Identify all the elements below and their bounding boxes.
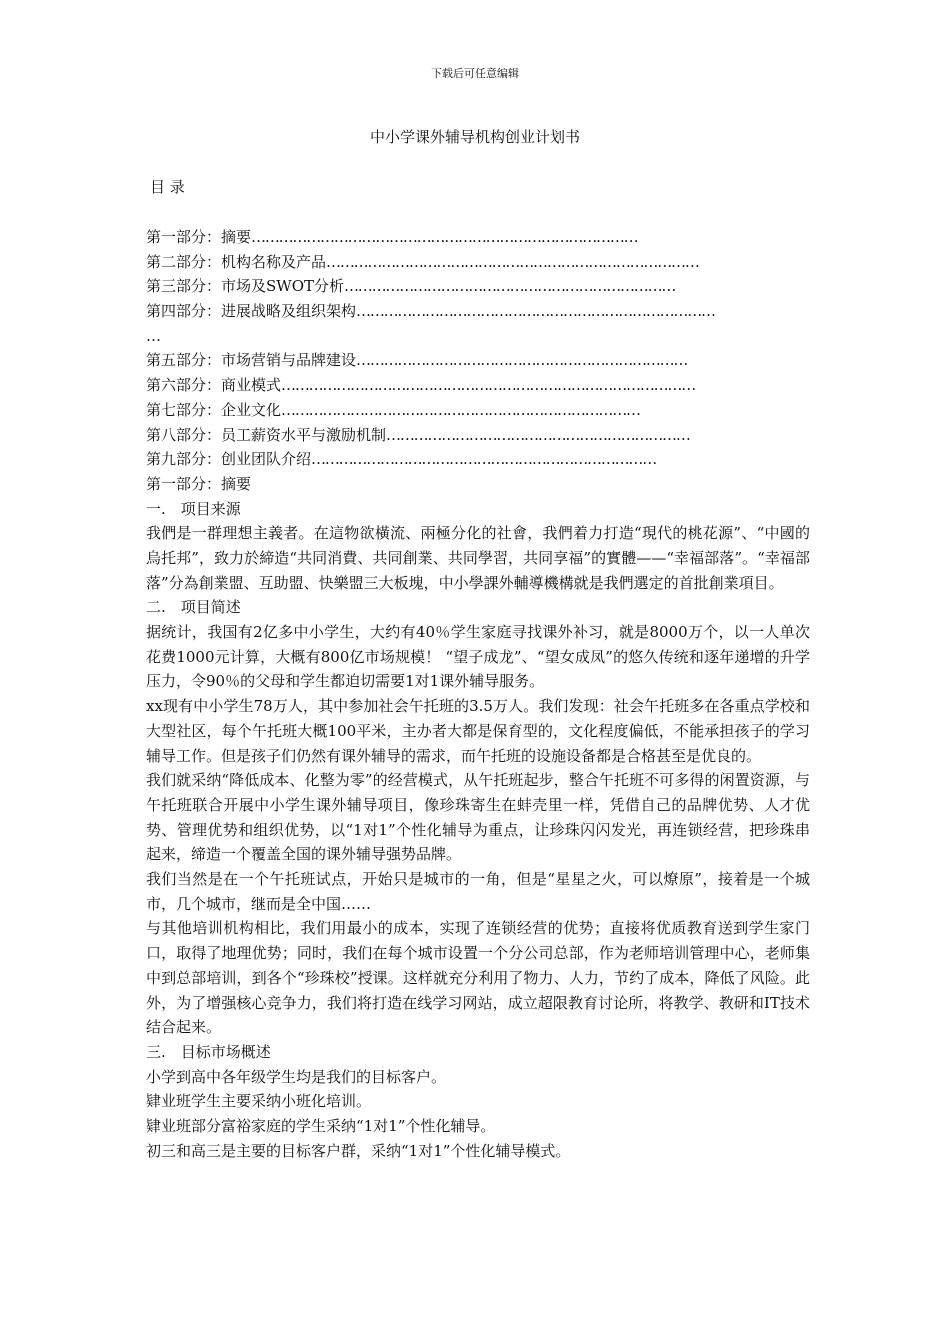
toc-item-leader: ………………………………………………………………… [311,450,657,469]
toc-item-label: 第七部分：企业文化 [146,400,282,419]
toc-item-leader: ……………………………………………………………… [344,277,676,296]
text-line: 初三和高三是主要的目标客户群，采纳“1对1”个性化辅导模式。 [146,1141,571,1160]
toc-item-label: 第六部分：商业模式 [146,376,282,395]
toc-item [146,250,810,275]
toc-item [146,447,810,472]
table-of-contents [146,225,810,472]
toc-item-label: 第八部分：员工薪资水平与激励机制 [146,425,387,444]
toc-item-leader: ……………………………………………………………………… [326,252,699,271]
toc-item-label: 第二部分：机构名称及产品 [146,252,327,271]
text-line: 肄业班部分富裕家庭的学生采纳“1对1”个性化辅导。 [146,1117,496,1136]
toc-item-leader: ………………………………………………………… [386,425,690,444]
paragraph: 我們是一群理想主義者。在這物欲橫流、兩極分化的社會，我們着力打造“現代的桃花源”、“中國的烏托邦”，致力於締造“共同消費、共同創業、共同學習，共同享福”的實體——“幸福部落”。“幸福部落”分為創業盟、互助盟、快樂盟三大板塊，中小學課外輔導機構就是我們選定的首批創業項目。 [146,524,810,592]
text-line: 小学到高中各年级学生均是我们的目标客户。 [146,1067,447,1086]
paragraph: 据统计，我国有2亿多中小学生，大约有40％学生家庭寻找课外补习，就是8000万个，以一人单次花费1000元计算，大概有800亿市场规模！ “望子成龙”、“望女成凤”的悠久传统和逐年递增的升学压力，令90％的父母和学生都迫切需要1对1课外辅导服务。 [146,623,810,691]
toc-item-label: 第四部分：进展战略及组织架构 [146,302,357,321]
page-header-note: 下载后可任意编辑 [431,67,519,80]
toc-item-label: 第九部分：创业团队介绍 [146,450,312,469]
paragraph: xx现有中小学生78万人，其中参加社会午托班的3.5万人。我们发现：社会午托班多在各重点学校和大型社区，每个午托班大概100平米，主办者大都是保育型的，文化程度偏低，不能承担孩子的学习辅导工作。但是孩子们仍然有课外辅导的需求，而午托班的设施设备都是合格甚至是优良的。 [146,697,810,765]
toc-item-leader: …………………………………………………………………… [281,400,640,419]
toc-item-leader: ……………………………………………………………… [356,351,688,370]
toc-item-leader: ………………………………………………………………………… [251,228,638,246]
subsection-heading: 二. 项目简述 [146,598,241,617]
toc-heading: 目 录 [150,178,185,196]
toc-item [146,373,810,398]
toc-item [146,423,810,448]
toc-item-label: 第三部分：市场及SWOT分析 [146,277,344,296]
paragraph: 与其他培训机构相比，我们用最小的成本，实现了连锁经营的优势；直接将优质教育送到学生家门口，取得了地理优势；同时，我们在每个城市设置一个分公司总部，作为老师培训管理中心，老师集中到总部培训，到各个“珍珠校”授课。这样就充分利用了物力、人力，节约了成本，降低了风险。此外，为了增强核心竞争力，我们将打造在线学习网站，成立超限教育讨论所，将教学、教研和IT技术结合起来。 [146,919,810,1037]
toc-item-continuation [146,324,810,349]
toc-item [146,299,810,324]
toc-item [146,348,810,373]
document-body [146,225,810,1163]
toc-item-leader: ……………………………………………………………………………… [281,376,696,395]
paragraph: 我们就采纳“降低成本、化整为零”的经营模式，从午托班起步，整合午托班不可多得的闲置资源，与午托班联合开展中小学生课外辅导项目，像珍珠寄生在蚌壳里一样，凭借自己的品牌优势、人才优势、管理优势和组织优势，以“1对1”个性化辅导为重点，让珍珠闪闪发光，再连锁经营，把珍珠串起来，缔造一个覆盖全国的课外辅导强势品牌。 [146,771,810,864]
toc-item [146,398,810,423]
section-heading: 第一部分：摘要 [146,474,252,493]
text-line: 肄业班学生主要采纳小班化培训。 [146,1092,372,1111]
document-title: 中小学课外辅导机构创业计划书 [369,128,580,146]
paragraph: 我们当然是在一个午托班试点，开始只是城市的一角，但是“星星之火，可以燎原”，接着是一个城市，几个城市，继而是全中国…… [146,870,810,913]
toc-item [146,274,810,299]
toc-item-label: 第五部分：市场营销与品牌建设 [146,351,357,370]
toc-item-leader: …………………………………………………………………… [356,302,715,321]
subsection-heading: 一. 项目来源 [146,499,241,518]
toc-item [146,225,810,250]
subsection-heading: 三. 目标市场概述 [146,1043,271,1061]
toc-item-label: 第一部分：摘要 [146,228,252,246]
toc-item-leader: … [146,326,160,345]
